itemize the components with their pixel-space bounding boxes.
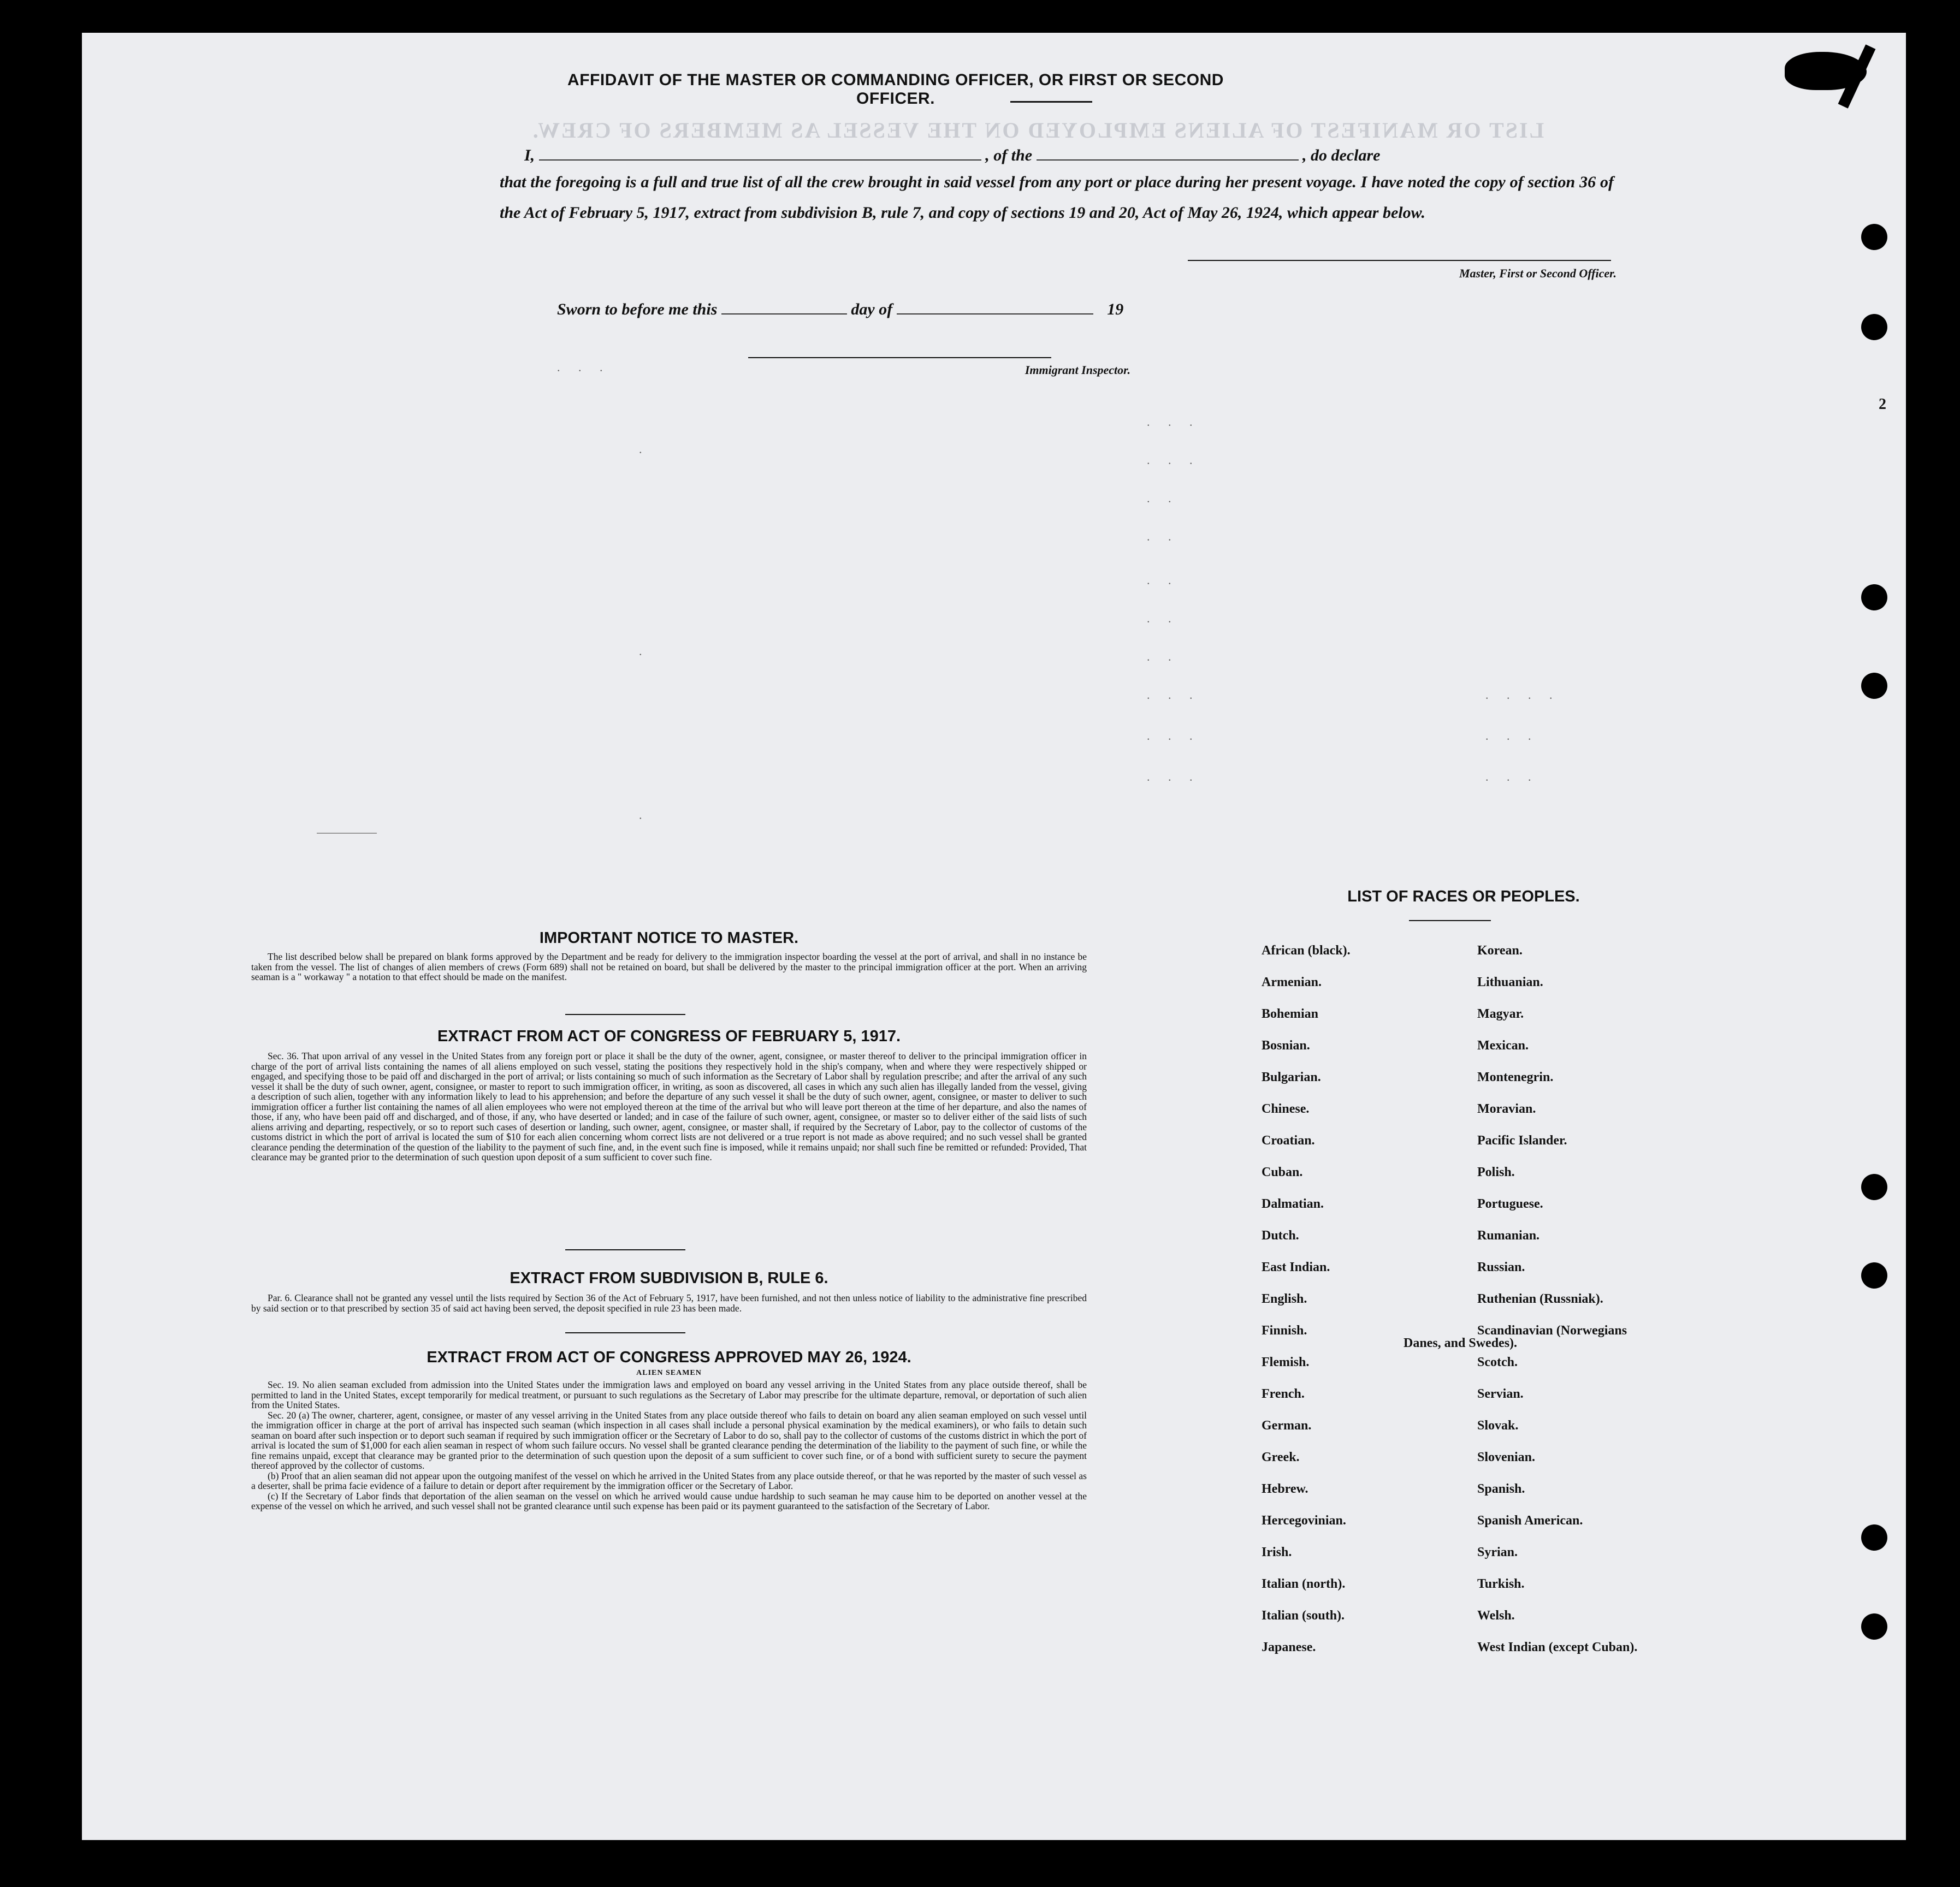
- race-item: Lithuanian.: [1477, 975, 1543, 989]
- race-item: Syrian.: [1477, 1545, 1518, 1559]
- margin-mark: 2: [1879, 396, 1886, 413]
- extract-1917-title: EXTRACT FROM ACT OF CONGRESS OF FEBRUARY 5, 1917.: [437, 1028, 901, 1045]
- race-item: French.: [1262, 1387, 1305, 1401]
- affidavit-title-rule: [1010, 101, 1092, 103]
- extract-1924-body: [251, 1380, 1087, 1511]
- race-item: Korean.: [1477, 944, 1523, 958]
- name-blank[interactable]: [539, 145, 981, 161]
- dot-remnant: . .: [1147, 573, 1179, 587]
- dot-remnant: . . .: [1147, 770, 1200, 784]
- race-item: Dutch.: [1262, 1229, 1299, 1243]
- master-signature-line[interactable]: [1188, 260, 1611, 261]
- master-signature-caption: Master, First or Second Officer.: [1459, 266, 1616, 280]
- notice-paragraph: The list described below shall be prepared on blank forms approved by the Department and be ready for delivery to the immigration inspector boarding the vessel at the port of arrival, and shall in no instance be taken from the vessel. The list of changes of alien members of crews (Form 689) shall not be retained on board, but shall be delivered by the master to the principal immigration officer at the port. When an arriving seaman is a " workaway " a notation to that effect should be made on the manifest.: [251, 951, 1087, 982]
- race-item: Italian (north).: [1262, 1577, 1346, 1591]
- dot-remnant: . . .: [1147, 453, 1200, 467]
- race-item: Slovak.: [1477, 1419, 1519, 1433]
- subdivision-b-title: EXTRACT FROM SUBDIVISION B, RULE 6.: [510, 1269, 828, 1287]
- subdivision-b-body: [251, 1293, 1087, 1313]
- sec20a-paragraph: Sec. 20 (a) The owner, charterer, agent, consignee, or master of any vessel arriving in the United States from any place outside thereof who fails to detain on board any alien seaman employed on such vessel until the immigration officer in charge at the port of arrival has inspected such seaman (which inspection in all cases shall include a personal physical examination by the medical examiners), or who fails to detain such seaman on board after such inspection or to deport such seaman if required by such immigration officer or the Secretary of Labor to do so, shall pay to the collector of customs of the customs district in which the port of arrival is located the sum of $1,000 for each alien seaman in respect of whom such failure occurs. No vessel shall be granted clearance pending the determination of the liability to the payment of such fine, or while the fine remains unpaid, except that clearance may be granted prior to the determination of such question upon the deposit of a sum sufficient to cover such fine, or of a bond with sufficient surety to secure the payment thereof approved by the collector of customs.: [251, 1409, 1087, 1471]
- extract-1917-rule: [565, 1249, 685, 1250]
- races-title: LIST OF RACES OR PEOPLES.: [1347, 888, 1580, 905]
- binder-hole: [1861, 1524, 1887, 1551]
- race-item: Mexican.: [1477, 1039, 1529, 1053]
- sec36-paragraph: Sec. 36. That upon arrival of any vessel in the United States from any foreign port or place it shall be the duty of the owner, agent, consignee, or master thereof to deliver to the principal immigration officer in charge of the port of arrival lists containing the names of all aliens employed on such vessel, stating the positions they respectively hold in the ship's company, when and where they were respectively shipped or engaged, and specifying those to be paid off and discharged in the port of arrival; or lists containing so much of such information as the Secretary of Labor shall by regulation prescribe; and after the arrival of any such vessel it shall be the duty of such owner, agent, consignee, or master to report to such immigration officer, in writing, as soon as discovered, all cases in which any such alien has illegally landed from the vessel, giving a description of such alien, together with any information likely to lead to his apprehension; and before the departure of any such vessel it shall be the duty of such owner, agent, consignee, or master to deliver to such immigration officer a further list containing the names of all alien employees who were not employed thereon at the time of the arrival but who will leave port thereon at the time of her departure, and also the names of those, if any, who have been paid off and discharged, and of those, if any, who have deserted or landed; and in case of the failure of such owner, agent, consignee, or master so to deliver either of the said lists of such aliens arriving and departing, respectively, or so to report such cases of desertion or landing, such owner, agent, consignee, or master shall, if required by the Secretary of Labor, pay to the collector of customs of the customs district in which the port of arrival is located the sum of $10 for each alien concerning whom correct lists are not delivered or a true report is not made as above required; and no such vessel shall be granted clearance pending the determination of the question of the liability to the payment of such fine, and, in the event such fine is imposed, while it remains unpaid; nor shall such fine be remitted or refunded: Provided, That clearance may be granted prior to the determination of such question upon deposit of a sum sufficient to cover such fine.: [251, 1051, 1087, 1162]
- affidavit-declare-line: [500, 139, 1614, 167]
- year-prefix: 19: [1107, 300, 1124, 318]
- day-of-label: day of: [851, 300, 893, 318]
- dot-remnant: .: [639, 808, 650, 822]
- sec20b-paragraph: (b) Proof that an alien seaman did not appear upon the outgoing manifest of the vessel on which he arrived in the United States from any place outside thereof, or that he was reported by the master of such vessel as a deserter, shall be prima facie evidence of a failure to detain or deport after requirement by the immigration officer or the Secretary of Labor.: [251, 1470, 1087, 1491]
- race-item: African (black).: [1262, 944, 1351, 958]
- race-item: Magyar.: [1477, 1007, 1524, 1021]
- sec20c-paragraph: (c) If the Secretary of Labor finds that deportation of the alien seaman on the vessel on which he arrived would cause undue hardship to such seaman he may cause him to be deported on another vessel at the expense of the vessel on which he arrived, and such vessel shall not be granted clearance until such expense has been paid or its payment guaranteed to the satisfaction of the Secretary of Labor.: [251, 1490, 1087, 1511]
- dot-remnant: . . .: [1147, 688, 1200, 702]
- race-item: Pacific Islander.: [1477, 1134, 1567, 1148]
- extract-1924-title: EXTRACT FROM ACT OF CONGRESS APPROVED MAY 26, 1924.: [427, 1349, 911, 1366]
- dot-remnant: . . . .: [1485, 688, 1560, 702]
- races-title-rule: [1409, 920, 1491, 921]
- race-item: Italian (south).: [1262, 1609, 1345, 1623]
- race-item: Turkish.: [1477, 1577, 1525, 1591]
- subdivision-b-rule: [565, 1332, 685, 1333]
- binder-hole: [1861, 584, 1887, 610]
- race-item: Montenegrin.: [1477, 1070, 1554, 1084]
- notice-rule: [565, 1014, 685, 1015]
- race-item: Flemish.: [1262, 1355, 1310, 1369]
- of-the-label: , of the: [985, 146, 1033, 164]
- race-item: English.: [1262, 1292, 1307, 1306]
- race-item: Polish.: [1477, 1165, 1515, 1179]
- race-item: Cuban.: [1262, 1165, 1303, 1179]
- alien-seamen-subtitle: ALIEN SEAMEN: [636, 1369, 702, 1377]
- race-item: Moravian.: [1477, 1102, 1536, 1116]
- dot-remnant: . .: [1147, 650, 1179, 663]
- race-item: West Indian (except Cuban).: [1477, 1640, 1638, 1654]
- affidavit-i-label: I,: [524, 146, 535, 164]
- race-item: Scandinavian (Norwegians: [1477, 1324, 1627, 1338]
- affidavit-statement: that the foregoing is a full and true list of all the crew brought in said vessel from any port or place during her present voyage. I have noted the copy of section 36 of the Act of February 5, 1917, extract from subdivision B, rule 7, and copy of sections 19 and 20, Act of May 26, 1924, which appear below.: [500, 173, 1614, 222]
- dot-remnant: . . .: [1147, 729, 1200, 743]
- do-declare-label: , do declare: [1302, 146, 1381, 164]
- race-item: East Indian.: [1262, 1260, 1330, 1274]
- binder-hole: [1861, 1613, 1887, 1640]
- dot-remnant: . .: [1147, 612, 1179, 625]
- race-continuation: Danes, and Swedes).: [1404, 1336, 1518, 1350]
- binder-hole: [1861, 224, 1887, 250]
- binder-hole: [1861, 1174, 1887, 1200]
- race-item: Portuguese.: [1477, 1197, 1543, 1211]
- race-item: Bosnian.: [1262, 1039, 1310, 1053]
- faint-stroke: [317, 833, 377, 834]
- dot-remnant: . . .: [1485, 729, 1539, 743]
- race-item: Hebrew.: [1262, 1482, 1308, 1496]
- dot-remnant: . . .: [557, 360, 611, 374]
- dot-remnant: . .: [1147, 530, 1179, 543]
- race-item: Armenian.: [1262, 975, 1322, 989]
- race-item: German.: [1262, 1419, 1312, 1433]
- dot-remnant: .: [639, 644, 650, 658]
- race-item: Ruthenian (Russniak).: [1477, 1292, 1603, 1306]
- race-item: Hercegovinian.: [1262, 1514, 1346, 1528]
- binder-hole: [1861, 673, 1887, 699]
- race-item: Russian.: [1477, 1260, 1525, 1274]
- race-item: Spanish American.: [1477, 1514, 1583, 1528]
- sworn-label: Sworn to before me this: [557, 300, 718, 318]
- affidavit-title: AFFIDAVIT OF THE MASTER OR COMMANDING OFFICER, OR FIRST OR SECOND OFFICER.: [567, 71, 1224, 108]
- race-item: Servian.: [1477, 1387, 1524, 1401]
- race-item: Greek.: [1262, 1450, 1300, 1464]
- dot-remnant: . .: [1147, 491, 1179, 505]
- sworn-line: [557, 299, 1267, 321]
- race-item: Irish.: [1262, 1545, 1292, 1559]
- race-item: Japanese.: [1262, 1640, 1316, 1654]
- inspector-caption: Immigrant Inspector.: [1025, 363, 1130, 377]
- race-item: Welsh.: [1477, 1609, 1515, 1623]
- dot-remnant: . . .: [1147, 415, 1200, 429]
- extract-1917-body: [251, 1051, 1087, 1162]
- race-item: Finnish.: [1262, 1324, 1307, 1338]
- race-item: Bulgarian.: [1262, 1070, 1321, 1084]
- binder-hole: [1861, 1262, 1887, 1289]
- dot-remnant: .: [639, 442, 650, 456]
- race-item: Croatian.: [1262, 1134, 1315, 1148]
- sec19-paragraph: Sec. 19. No alien seaman excluded from admission into the United States under the immigration laws and employed on board any vessel arriving in the United States from any place outside thereof, shall be permitted to land in the United States, except temporarily for medical treatment, or pursuant to such regulations as the Secretary of Labor may prescribe for the ultimate departure, removal, or deportation of such alien from the United States.: [251, 1379, 1087, 1410]
- race-item: Rumanian.: [1477, 1229, 1540, 1243]
- race-item: Spanish.: [1477, 1482, 1525, 1496]
- dot-remnant: . . .: [1485, 770, 1539, 784]
- notice-title: IMPORTANT NOTICE TO MASTER.: [539, 929, 799, 947]
- vessel-blank[interactable]: [1037, 145, 1299, 161]
- race-item: Dalmatian.: [1262, 1197, 1324, 1211]
- sworn-month-blank[interactable]: [897, 299, 1093, 314]
- race-item: Bohemian: [1262, 1007, 1319, 1021]
- inspector-signature-line[interactable]: [748, 357, 1051, 358]
- binder-hole: [1861, 314, 1887, 340]
- race-item: Slovenian.: [1477, 1450, 1536, 1464]
- notice-body: [251, 952, 1087, 982]
- sworn-day-blank[interactable]: [721, 299, 847, 314]
- manifest-back-page: [82, 33, 1906, 1840]
- race-item: Chinese.: [1262, 1102, 1310, 1116]
- bleed-through-heading: LIST OR MANIFEST OF ALIENS EMPLOYED ON THE VESSEL AS MEMBERS OF CREW.: [531, 118, 1544, 143]
- par6-paragraph: Par. 6. Clearance shall not be granted any vessel until the lists required by Section 36 of the Act of February 5, 1917, have been furnished, and not then unless notice of liability to the administrative fine prescribed by said section or to that prescribed by section 35 of said act having been served, the deposit specified in rule 23 has been made.: [251, 1292, 1087, 1314]
- race-item: Scotch.: [1477, 1355, 1518, 1369]
